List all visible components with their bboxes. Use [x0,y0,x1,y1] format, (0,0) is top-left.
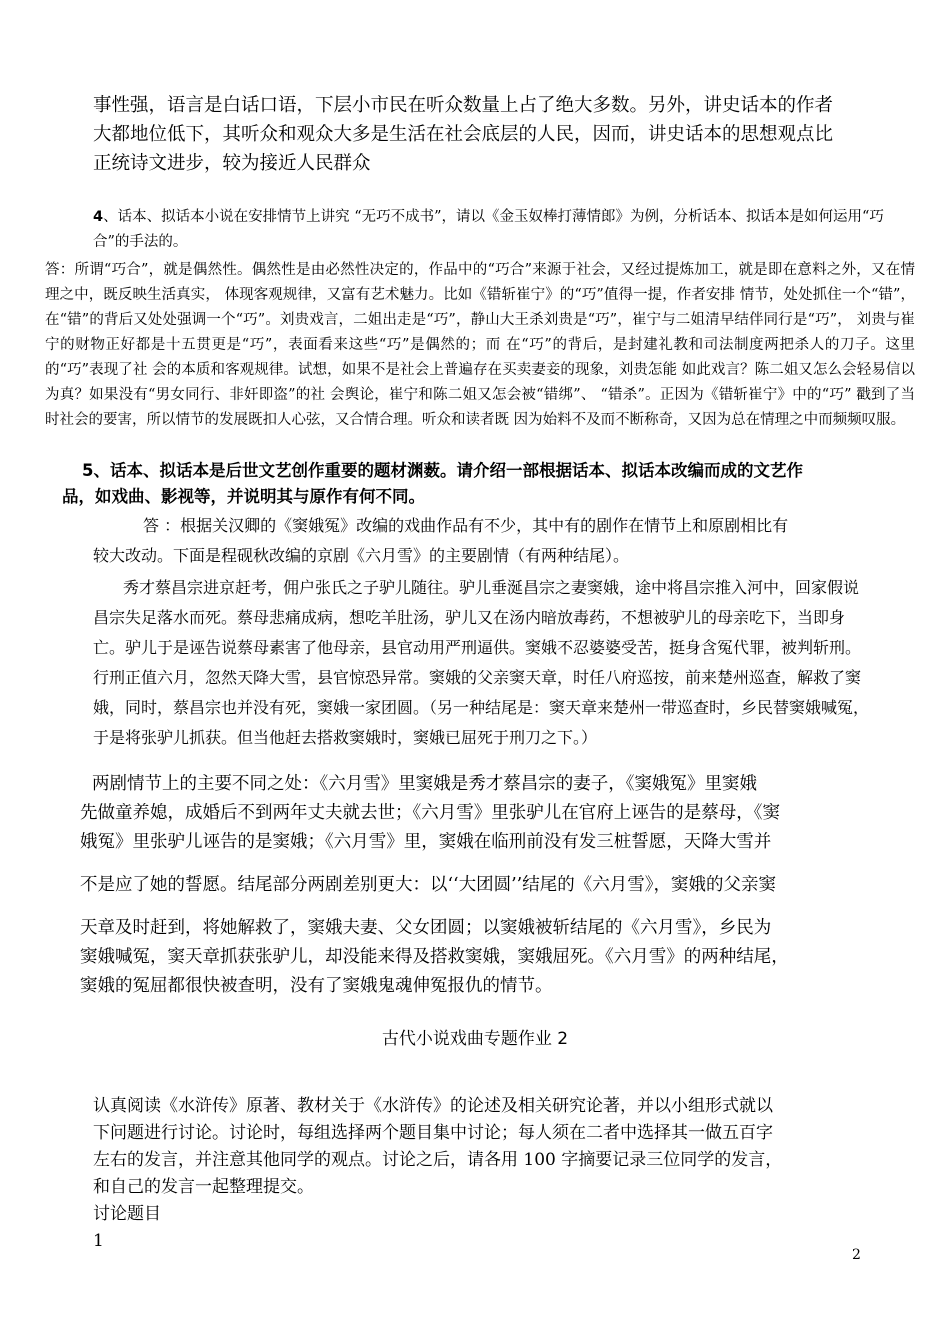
question-line: 品，如戏曲、影视等，并说明其与原作有何不同。 [62,487,425,506]
paragraph-line: 正统诗文进步，较为接近人民群众 [93,153,371,174]
comparison-line: 窦娥喊冤，窦天章抓获张驴儿，却没能来得及搭救窦娥，窦娥屈死。《六月雪》的两种结尾， [80,947,789,967]
assignment-line: 和自己的发言一起整理提交。 [93,1177,314,1197]
paragraph-line: 事性强，语言是白话口语，下层小市民在听众数量上占了绝大多数。另外，讲史话本的作者 [93,95,834,116]
comparison-line: 窦娥的冤屈都很快被查明，没有了窦娥鬼魂伸冤报仇的情节。 [80,976,553,996]
comparison-line: 不是应了她的誓愿。结尾部分两剧差别更大：以‘‘大团圆’’结尾的《六月雪》，窦娥的父亲窦 [80,875,776,895]
paragraph-top [93,91,873,178]
discussion-heading: 讨论题目 [93,1204,161,1224]
answer-5-intro [93,511,873,571]
question-text: 、话本、拟话本小说在安排情节上讲究 “无巧不成书”，请以《金玉奴棒打薄情郎》为例，分析话本、拟话本是如何运用“巧合”的手法的。 [93,209,884,250]
assignment-instructions [93,1093,883,1255]
discussion-item-number: 1 [93,1231,104,1251]
paragraph-line: 大都地位低下，其听众和观众大多是生活在社会底层的人民，因而，讲史话本的思想观点比 [93,124,834,145]
assignment-line: 下问题进行讨论。讨论时，每组选择两个题目集中讨论；每人须在二者中选择其一做五百字 [93,1123,773,1143]
comparison-line: 先做童养媳，成婚后不到两年丈夫就去世；《六月雪》里张驴儿在官府上诬告的是蔡母，《窦 [80,803,780,823]
comparison-line: 两剧情节上的主要不同之处：《六月雪》里窦娥是秀才蔡昌宗的妻子，《窦娥冤》里窦娥 [92,774,757,794]
question-4 [93,205,913,255]
question-line: 5、话本、拟话本是后世文艺创作重要的题材渊薮。请介绍一部根据话本、拟话本改编而成的文艺作 [82,461,803,480]
answer-4: 答：所谓“巧合”，就是偶然性。偶然性是由必然性决定的，作品中的“巧合”来源于社会，又经过提炼加工，就是即在意料之外，又在情理之中，既反映生活真实， 体现客观规律，又富有艺术魅力。比如《错斩崔宁》的“巧”值得一提，作者安排 情节，处处抓住一个“错”，在“错”的背后又处处强调一个“巧”。刘贵戏言，二姐出走是“巧”，静山大王杀刘贵是“巧”，崔宁与二姐清早结伴同行是“巧”， 刘贵与崔宁的财物正好都是十五贯更是“巧”，表面看来这些“巧”是偶然的；而 在“巧”的背后，是封建礼教和司法制度两把杀人的刀子。这里的“巧”表现了社 会的本质和客观规律。试想，如果不是社会上普遍存在买卖妻妾的现象，刘贵怎能 如此戏言？陈二姐又怎么会轻易信以为真？如果没有“男女同行、非奸即盗”的社 会舆论，崔宁和陈二姐又怎会被“错绑”、 “错杀”。正因为《错斩崔宁》中的“巧” 戳到了当时社会的要害，所以情节的发展既扣人心弦，又合情合理。听众和读者既 因为始料不及而不断称奇，又因为总在情理之中而频频叹服。 [45,262,915,428]
assignment-line: 认真阅读《水浒传》原著、教材关于《水浒传》的论述及相关研究论著，并以小组形式就以 [93,1096,773,1116]
question-number: 4 [93,209,104,225]
answer-line: 较大改动。下面是程砚秋改编的京剧《六月雪》的主要剧情（有两种结尾）。 [93,546,630,565]
answer-line: 答 ：根据关汉卿的《窦娥冤》改编的戏曲作品有不少，其中有的剧作在情节上和原剧相比有 [143,516,789,535]
page-number: 2 [852,1247,861,1263]
comparison-line: 天章及时赶到，将她解救了，窦娥夫妻、父女团圆；以窦娥被斩结尾的《六月雪》，乡民为 [80,918,772,938]
plot-summary-text: 秀才蔡昌宗进京赶考，佣户张氏之子驴儿随往。驴儿垂涎昌宗之妻窦娥，途中将昌宗推入河中，回家假说昌宗失足落水而死。蔡母悲痛成病，想吃羊肚汤，驴儿又在汤内暗放毒药，不想被驴儿的母亲吃下，当即身亡。驴儿于是诬告说蔡母素害了他母亲，县官动用严刑逼供。窦娥不忍婆婆受苦，挺身含冤代罪，被判斩刑。行刑正值六月，忽然天降大雪，县官惊恐异常。窦娥的父亲窦天章，时任八府巡按，前来楚州巡查，解救了窦娥，同时，蔡昌宗也并没有死，窦娥一家团圆。（另一种结尾是：窦天章来楚州一带巡查时，乡民替窦娥喊冤，于是将张驴儿抓获。但当他赶去搭救窦娥时，窦娥已屈死于刑刀之下。） [93,578,870,747]
question-5 [62,458,917,510]
plot-summary [93,573,873,753]
section-title: 古代小说戏曲专题作业 2 [381,1029,569,1049]
comparison-line: 娥冤》里张驴儿诬告的是窦娥；《六月雪》里，窦娥在临刑前没有发三桩誓愿，天降大雪并 [80,832,772,852]
assignment-line: 左右的发言，并注意其他同学的观点。讨论之后，请各用 100 字摘要记录三位同学的发言， [93,1150,783,1170]
comparison-paragraph [80,770,880,1001]
